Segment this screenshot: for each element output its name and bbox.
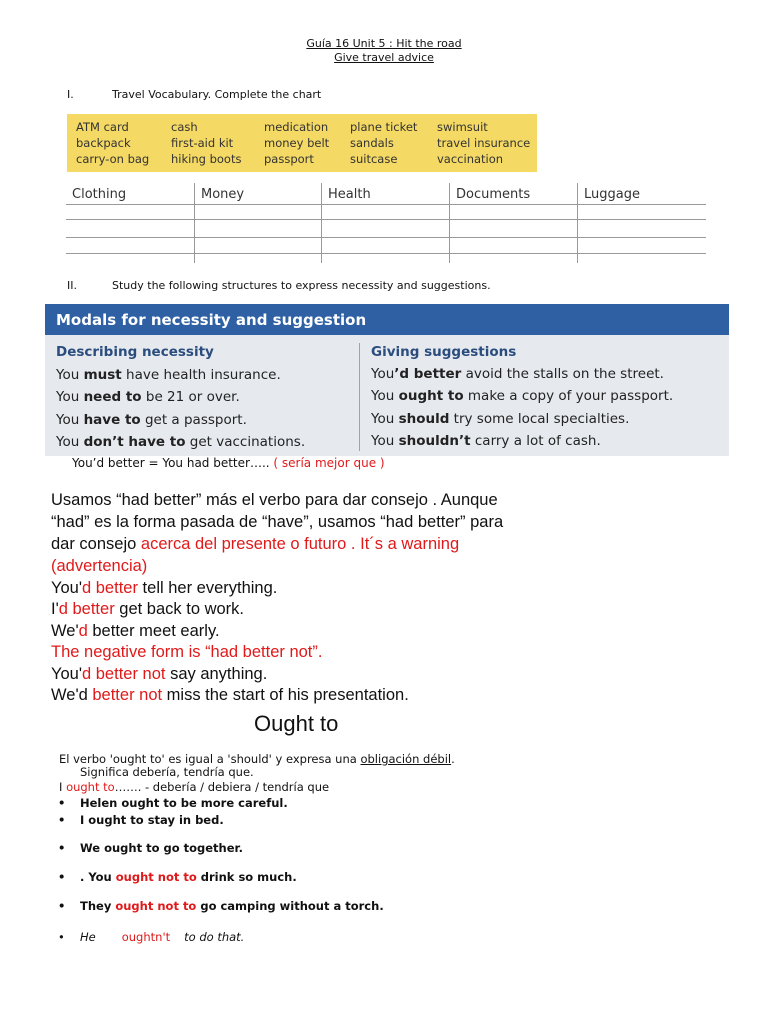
explanation-line: (advertencia): [51, 557, 148, 575]
necessity-example: You don’t have to get vaccinations.: [56, 434, 306, 450]
vocab-word: plane ticket: [350, 120, 418, 134]
chart-line: [66, 219, 706, 220]
section-2-heading: [67, 279, 727, 293]
suggestion-example: You shouldn’t carry a lot of cash.: [371, 433, 601, 449]
modals-panel: [45, 304, 729, 456]
example-sentence: I'd better get back to work.: [51, 600, 245, 618]
explanation-line: dar consejo acerca del presente o futuro . It´s a warning: [51, 535, 460, 553]
vocab-word: swimsuit: [437, 120, 488, 134]
vocab-word: medication: [264, 120, 329, 134]
chart-header-health: Health: [328, 187, 371, 202]
vocabulary-box: [67, 114, 537, 172]
ought-to-meaning: Significa debería, tendría que.: [80, 765, 254, 779]
suggestion-example: You should try some local specialties.: [371, 411, 630, 427]
chart-header-money: Money: [201, 187, 245, 202]
chart-header-documents: Documents: [456, 187, 531, 202]
section-1-number: I.: [67, 88, 74, 101]
section-1-heading: [67, 88, 667, 102]
necessity-example: You need to be 21 or over.: [56, 389, 240, 405]
vocab-word: travel insurance: [437, 136, 531, 150]
had-better-note: You’d better = You had better….. ( sería mejor que ): [72, 456, 385, 470]
explanation-line: Usamos “had better” más el verbo para dar consejo . Aunque: [51, 491, 498, 509]
example-sentence: You'd better tell her everything.: [51, 579, 278, 597]
negative-form-rule: The negative form is “had better not”.: [51, 643, 323, 661]
ought-example: • I ought to stay in bed.: [58, 813, 224, 827]
vocab-word: suitcase: [350, 152, 398, 166]
vocab-word: cash: [171, 120, 198, 134]
vocabulary-chart: [66, 183, 706, 263]
vocab-word: backpack: [76, 136, 131, 150]
ought-example: • He oughtn't to do that.: [58, 930, 245, 944]
example-sentence: You'd better not say anything.: [51, 665, 268, 683]
vocab-word: hiking boots: [171, 152, 242, 166]
section-2-number: II.: [67, 279, 77, 292]
chart-line: [66, 237, 706, 238]
document-subtitle: Give travel advice: [334, 51, 434, 64]
vocab-word: carry-on bag: [76, 152, 150, 166]
vocab-word: passport: [264, 152, 314, 166]
example-sentence: We'd better not miss the start of his presentation.: [51, 686, 409, 704]
ought-example: • They ought not to go camping without a torch.: [58, 899, 384, 913]
necessity-example: You have to get a passport.: [56, 412, 247, 428]
ought-to-translation: I ought to……. - debería / debiera / tendría que: [59, 780, 330, 794]
section-2-text: Study the following structures to express necessity and suggestions.: [112, 279, 491, 292]
necessity-example: You must have health insurance.: [56, 367, 281, 383]
example-sentence: We'd better meet early.: [51, 622, 220, 640]
section-1-text: Travel Vocabulary. Complete the chart: [112, 88, 322, 101]
ought-example: • Helen ought to be more careful.: [58, 796, 288, 810]
vocab-word: sandals: [350, 136, 394, 150]
chart-divider: [449, 183, 450, 263]
chart-header-luggage: Luggage: [584, 187, 640, 202]
chart-line: [66, 253, 706, 254]
suggestions-heading: Giving suggestions: [371, 344, 517, 360]
ought-example: • . You ought not to drink so much.: [58, 870, 297, 884]
chart-line: [66, 204, 706, 205]
suggestion-example: You’d better avoid the stalls on the street.: [371, 366, 664, 382]
vocab-word: vaccination: [437, 152, 504, 166]
ought-example: • We ought to go together.: [58, 841, 243, 855]
chart-divider: [577, 183, 578, 263]
vocab-word: ATM card: [76, 120, 129, 134]
chart-header-clothing: Clothing: [72, 187, 127, 202]
suggestion-example: You ought to make a copy of your passport.: [371, 388, 674, 404]
ought-to-intro: El verbo 'ought to' es igual a 'should' y expresa una obligación débil.: [59, 752, 455, 766]
chart-divider: [321, 183, 322, 263]
necessity-heading: Describing necessity: [56, 344, 214, 360]
vocab-word: money belt: [264, 136, 330, 150]
vocab-word: first-aid kit: [171, 136, 234, 150]
modals-title: Modals for necessity and suggestion: [56, 311, 367, 329]
column-divider: [359, 343, 360, 451]
explanation-line: “had” es la forma pasada de “have”, usamos “had better” para: [51, 513, 504, 531]
document-title: Guía 16 Unit 5 : Hit the road: [306, 37, 462, 50]
ought-to-title: Ought to: [254, 711, 339, 736]
modals-title-bar: [45, 304, 729, 335]
chart-divider: [194, 183, 195, 263]
